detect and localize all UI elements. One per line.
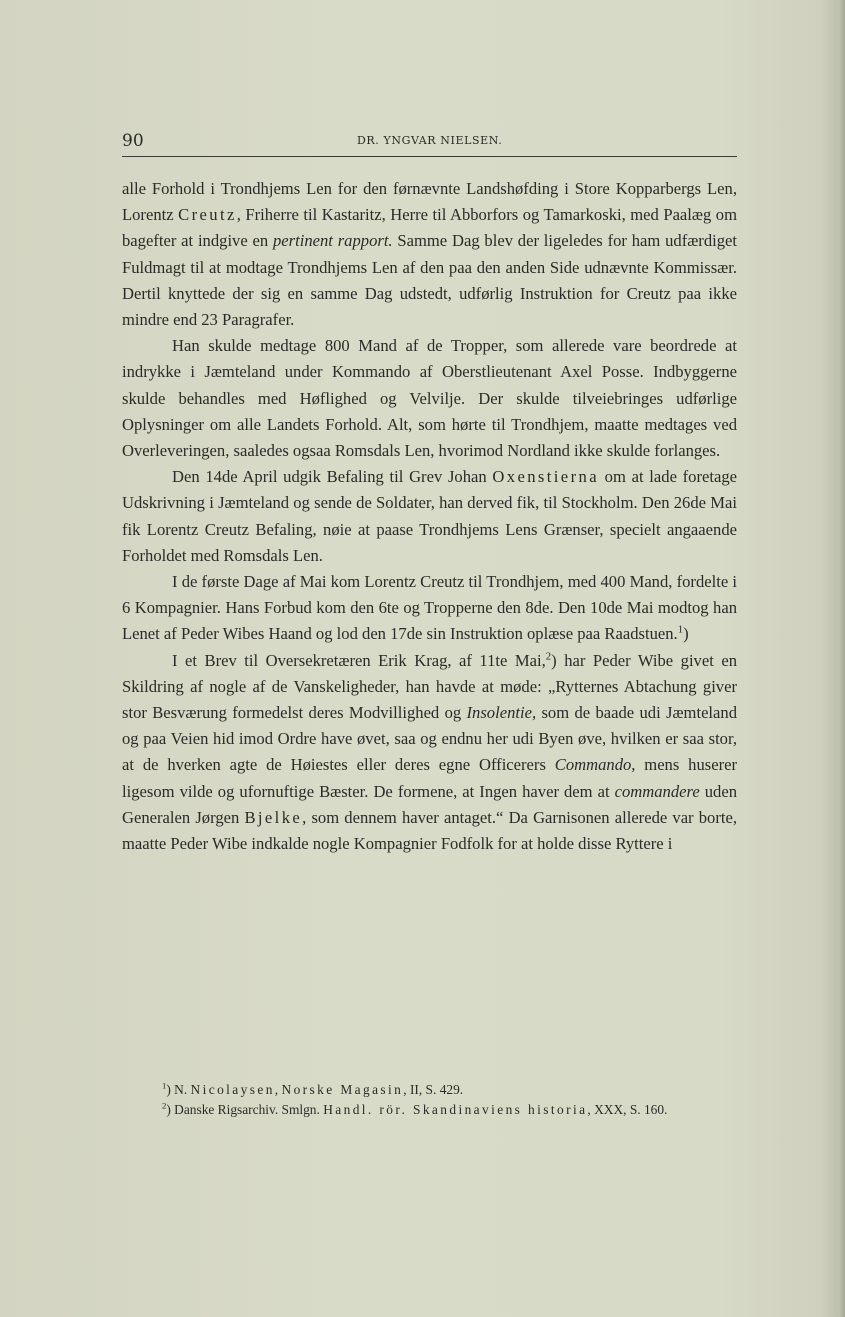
footnotes bbox=[122, 1080, 737, 1119]
spaced-title: Norske Magasin bbox=[281, 1082, 404, 1097]
footnote-marker: 1 bbox=[162, 1080, 167, 1091]
footnote-ref: 2 bbox=[545, 650, 552, 663]
spaced-title: Handl. rör. Skandinaviens historia bbox=[323, 1101, 588, 1117]
italic-term: pertinent rapport. bbox=[273, 231, 393, 251]
spaced-name: Oxenstierna bbox=[492, 467, 599, 487]
italic-term: Commando, bbox=[554, 755, 636, 775]
running-head: DR. YNGVAR NIELSEN. bbox=[357, 134, 503, 147]
spaced-name: Bjelke bbox=[244, 807, 303, 827]
footnote-1: $^1$) N. Nicolaysen, Norske Magasin, II, S. 429. bbox=[162, 1080, 464, 1097]
italic-term: commandere bbox=[614, 781, 700, 801]
italic-term: Insolentie, bbox=[466, 703, 537, 723]
paragraph-2: Han skulde medtage 800 Mand af de Tropper, som allerede vare beordrede at indrykke i Jæmteland under Kommando af Oberstlieutenant Axel Posse. Indbyggerne skulde behandles med Høflighed og Velvilje. Der skulde tilveiebringes udførlige Oplysninger om alle Landets Forhold. Alt, som hørte til Trondhjem, maatte medtages ved Overleveringen, saaledes ogsaa Romsdals Len, hvorimod Nordland ikke skulde forlanges. bbox=[122, 336, 737, 461]
footnote-ref: 1 bbox=[677, 623, 684, 636]
body-text bbox=[122, 176, 737, 857]
spaced-name: Creutz bbox=[178, 205, 237, 225]
page-number: 90 bbox=[122, 131, 144, 151]
paragraph-1: alle Forhold i Trondhjems Len for den førnævnte Landshøfding i Store Kopparbergs Len, Lorentz Creutz, Friherre til Kastaritz, Herre til Abborfors og Tamarkoski, med Paalæg om bagefter at indgive en pertinent rapport. Samme Dag blev der ligeledes for ham udfærdiget Fuldmagt til at modtage Trondhjems Len af den paa den anden Side udnævnte Kommissær. Dertil knyttede der sig en samme Dag udstedt, udførlig Instruktion for Creutz paa ikke mindre end 23 Paragrafer. bbox=[122, 179, 737, 330]
paragraph-5: I et Brev til Oversekretæren Erik Krag, af 11te Mai,$^2$) har Peder Wibe givet en Skildring af nogle af de Vanskeligheder, han havde at møde: „Rytternes Abtachung giver stor Besværung formedelst deres Modvillighed og Insolentie, som de baade udi Jæmteland og paa Veien hid imod Ordre have øvet, saa og endnu her udi Byen øve, hvilken er saa stor, at de hverken agte de Høiestes eller deres egne Officerers Commando, mens huserer ligesom vilde og ufornuftige Bæster. De formene, at Ingen haver dem at commandere uden Generalen Jørgen Bjelke, som dennem haver antaget.“ Da Garnisonen allerede var borte, maatte Peder Wibe indkalde nogle Kompagnier Fodfolk for at holde disse Ryttere i bbox=[122, 650, 737, 854]
paragraph-3: Den 14de April udgik Befaling til Grev Johan Oxenstierna om at lade foretage Udskrivning i Jæmteland og sende de Soldater, han derved fik, til Stockholm. Den 26de Mai fik Lorentz Creutz Befaling, nøie at paase Trondhjems Lens Grænser, specielt angaaende Forholdet med Romsdals Len. bbox=[122, 467, 737, 565]
page-header bbox=[122, 130, 737, 157]
spaced-name: Nicolaysen bbox=[190, 1082, 275, 1097]
footnote-marker: 2 bbox=[162, 1100, 167, 1111]
footnote-2: $^2$) Danske Rigsarchiv. Smlgn. Handl. rör. Skandinaviens historia, XXX, S. 160. bbox=[162, 1100, 668, 1117]
paragraph-4: I de første Dage af Mai kom Lorentz Creutz til Trondhjem, med 400 Mand, fordelte i 6 Kompagnier. Hans Forbud kom den 6te og Tropperne den 8de. Den 10de Mai modtog han Lenet af Peder Wibes Haand og lod den 17de sin Instruktion oplæse paa Raadstuen.$^1$) bbox=[122, 572, 737, 644]
page-edge bbox=[838, 0, 845, 1317]
